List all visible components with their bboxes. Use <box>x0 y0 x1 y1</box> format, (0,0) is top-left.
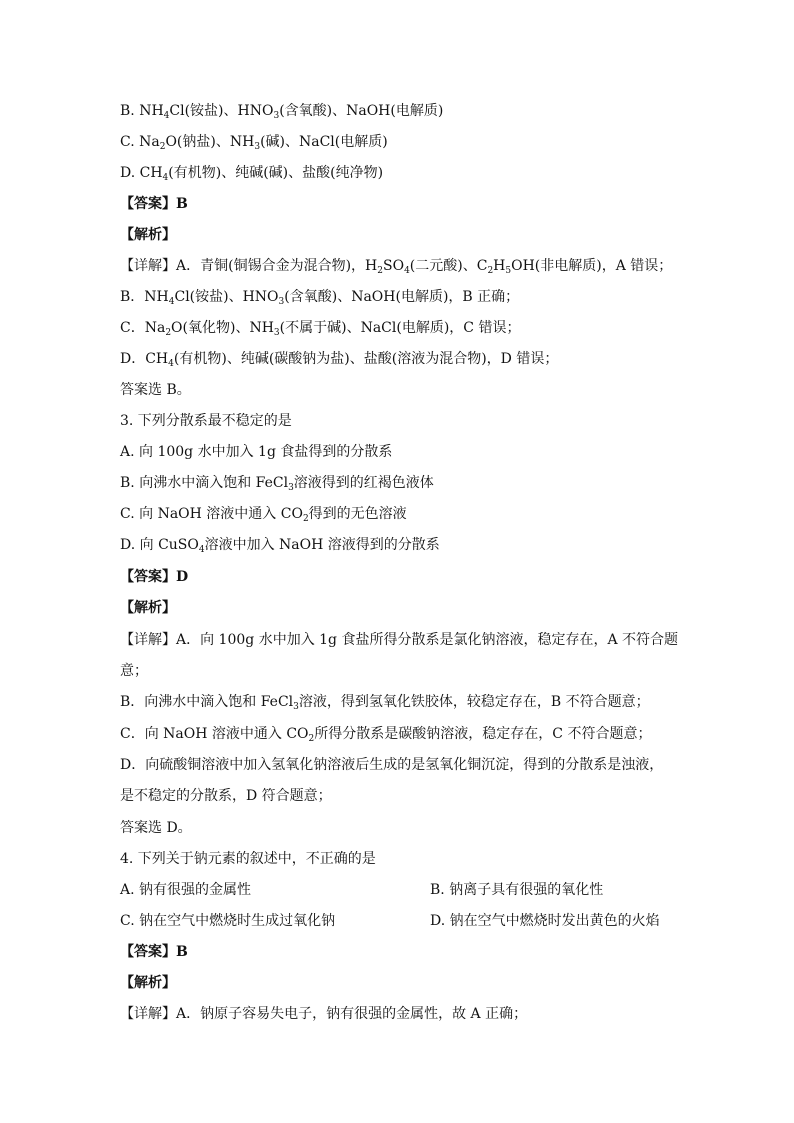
question-4-option-a: A. 钠有很强的金属性 <box>120 882 252 898</box>
option-b-line: B. $NH_4Cl$(铵盐)、$HNO_3$(含氧酸)、NaOH(电解质) <box>120 103 444 121</box>
answer-choice-line: 答案选 D。 <box>120 820 192 836</box>
option-d-line: D. $CH_4$(有机物)、纯碱(碱)、盐酸(纯净物) <box>120 165 384 183</box>
detail-line-b: B．向沸水中滴入饱和 FeCl$_3$溶液，得到氢氧化铁胶体，较稳定存在，B 不符合题意； <box>120 694 650 712</box>
question-4-option-b: B. 钠离子具有很强的氧化性 <box>430 882 604 898</box>
detail-line-d: D．向硫酸铜溶液中加入氢氧化钠溶液后生成的是氢氧化铜沉淀，得到的分散系是浊液， <box>120 757 664 773</box>
detail-line-a: 【详解】A．钠原子容易失电子，钠有很强的金属性，故 A 正确； <box>120 1006 528 1022</box>
question-3-option-a: A. 向 100g 水中加入 1g 食盐得到的分散系 <box>120 444 393 460</box>
detail-line-b: B．$NH_4Cl$(铵盐)、$HNO_3$(含氧酸)、NaOH(电解质)，B 正确； <box>120 289 520 307</box>
analysis-label: 【解析】 <box>120 600 176 616</box>
question-4-option-d: D. 钠在空气中燃烧时发出黄色的火焰 <box>430 913 660 929</box>
detail-line-a: 【详解】A．青铜(铜锡合金为混合物)，$H_2SO_4$(二元酸)、$C_2H_5OH$(非电解质)，A 错误； <box>120 258 673 276</box>
answer-label: 【答案】B <box>120 944 188 960</box>
detail-line-d: D．$CH_4$(有机物)、纯碱(碳酸钠为盐)、盐酸(溶液为混合物)，D 错误； <box>120 351 559 369</box>
question-4-option-c: C. 钠在空气中燃烧时生成过氧化钠 <box>120 913 336 929</box>
answer-label: 【答案】D <box>120 569 189 585</box>
analysis-label: 【解析】 <box>120 227 176 243</box>
detail-line-c: C．$Na_2O$(氧化物)、$NH_3$(不属于碱)、NaCl(电解质)，C 错误； <box>120 320 521 338</box>
option-c-line: C. $Na_2O$(钠盐)、$NH_3$(碱)、NaCl(电解质) <box>120 134 388 152</box>
question-3-option-b: B. 向沸水中滴入饱和 FeCl$_3$溶液得到的红褐色液体 <box>120 475 434 493</box>
detail-line-a: 【详解】A．向 100g 水中加入 1g 食盐所得分散系是氯化钠溶液，稳定存在，A 不符合题 <box>120 632 679 648</box>
analysis-label: 【解析】 <box>120 975 176 991</box>
answer-choice-line: 答案选 B。 <box>120 382 191 398</box>
question-4-stem: 4. 下列关于钠元素的叙述中，不正确的是 <box>120 851 376 867</box>
answer-label: 【答案】B <box>120 196 188 212</box>
question-3-stem: 3. 下列分散系最不稳定的是 <box>120 413 292 429</box>
detail-line-c: C．向 NaOH 溶液中通入 $CO_2$所得分散系是碳酸钠溶液，稳定存在，C 不符合题意； <box>120 726 652 744</box>
detail-line-a-cont: 意； <box>120 663 148 679</box>
question-3-option-d: D. 向 CuSO$_4$溶液中加入 NaOH 溶液得到的分散系 <box>120 537 440 555</box>
detail-line-d-cont: 是不稳定的分散系，D 符合题意； <box>120 788 332 804</box>
question-3-option-c: C. 向 NaOH 溶液中通入 $CO_2$得到的无色溶液 <box>120 506 407 524</box>
